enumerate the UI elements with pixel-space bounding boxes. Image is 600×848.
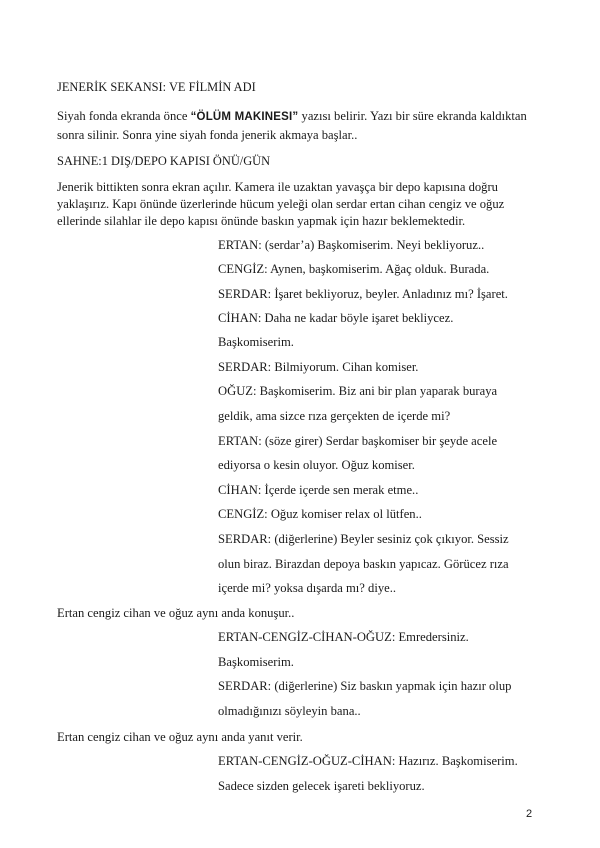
intro-text-after: yazısı belirir. Yazı bir süre ekranda kaldıktan (298, 109, 527, 123)
dialogue-line: CİHAN: Daha ne kadar böyle işaret bekliycez. (218, 311, 454, 325)
dialogue-line: CENGİZ: Oğuz komiser relax ol lütfen.. (218, 507, 422, 521)
dialogue-line: SERDAR: (diğerlerine) Siz baskın yapmak için hazır olup (218, 679, 512, 693)
dialogue-line: SERDAR: Bilmiyorum. Cihan komiser. (218, 360, 419, 374)
dialogue-line: Sadece sizden gelecek işareti bekliyoruz. (218, 779, 425, 793)
dialogue-line: ERTAN: (serdar’a) Başkomiserim. Neyi bekliyoruz.. (218, 238, 485, 252)
dialogue-line: ERTAN: (söze girer) Serdar başkomiser bir şeyde acele (218, 434, 498, 448)
action-line: Ertan cengiz cihan ve oğuz aynı anda yanıt verir. (57, 730, 303, 744)
dialogue-line: olun biraz. Birazdan depoya baskın yapıcaz. Görücez rıza (218, 557, 509, 571)
description-line: Jenerik bittikten sonra ekran açılır. Kamera ile uzaktan yavaşça bir depo kapısına doğru (57, 180, 498, 194)
film-title: “ÖLÜM MAKINESI” (190, 111, 299, 123)
intro-line-2: sonra silinir. Sonra yine siyah fonda jenerik akmaya başlar.. (57, 128, 358, 142)
dialogue-line: OĞUZ: Başkomiserim. Biz ani bir plan yaparak buraya (218, 384, 498, 398)
section-heading: JENERİK SEKANSI: VE FİLMİN ADI (57, 80, 256, 94)
description-line: yaklaşırız. Kapı önünde üzerlerinde hücum yeleği olan serdar ertan cihan cengiz ve oğuz (57, 197, 505, 211)
description-line: ellerinde silahlar ile depo kapısı önünde baskın yapmak için hazır beklemektedir. (57, 214, 466, 228)
dialogue-line: içerde mi? yoksa dışarda mı? diye.. (218, 581, 396, 595)
dialogue-line: SERDAR: (diğerlerine) Beyler sesiniz çok çıkıyor. Sessiz (218, 532, 509, 546)
dialogue-line: ERTAN-CENGİZ-CİHAN-OĞUZ: Emredersiniz. (218, 630, 469, 644)
dialogue-line: ERTAN-CENGİZ-OĞUZ-CİHAN: Hazırız. Başkomiserim. (218, 754, 518, 768)
intro-line-1 (57, 109, 527, 125)
scene-heading: SAHNE:1 DIŞ/DEPO KAPISI ÖNÜ/GÜN (57, 154, 271, 168)
intro-text-before: Siyah fonda ekranda önce (57, 109, 191, 123)
dialogue-line: Başkomiserim. (218, 655, 294, 669)
dialogue-line: olmadığınızı söyleyin bana.. (218, 704, 361, 718)
dialogue-line: geldik, ama sizce rıza gerçekten de içerde mi? (218, 409, 451, 423)
action-line: Ertan cengiz cihan ve oğuz aynı anda konuşur.. (57, 606, 295, 620)
dialogue-line: ediyorsa o kesin oluyor. Oğuz komiser. (218, 458, 415, 472)
dialogue-line: CİHAN: İçerde içerde sen merak etme.. (218, 483, 419, 497)
dialogue-line: Başkomiserim. (218, 335, 294, 349)
dialogue-line: CENGİZ: Aynen, başkomiserim. Ağaç olduk. Burada. (218, 262, 490, 276)
page-number: 2 (526, 808, 533, 820)
dialogue-line: SERDAR: İşaret bekliyoruz, beyler. Anladınız mı? İşaret. (218, 287, 508, 301)
